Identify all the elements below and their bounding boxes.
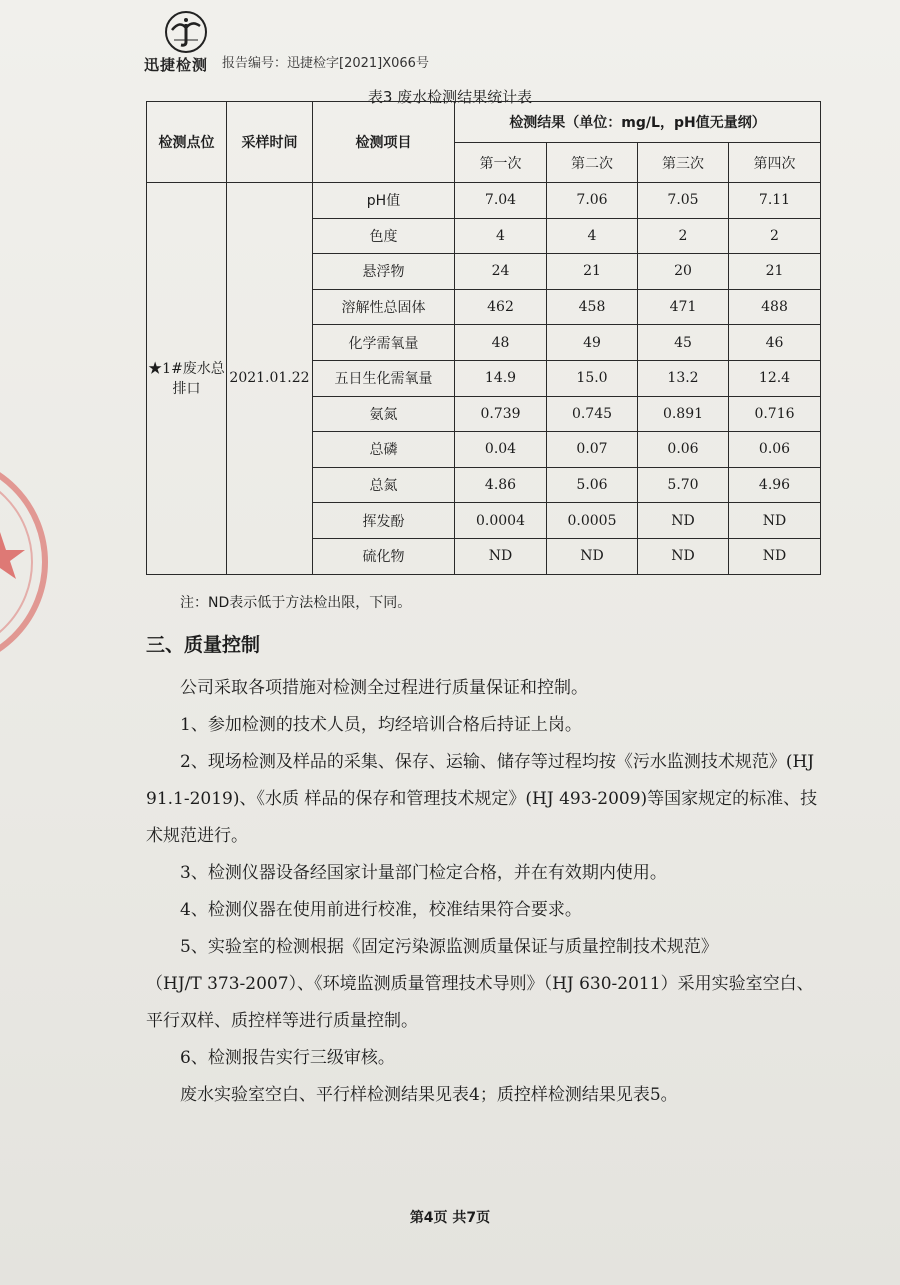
paragraph: 废水实验室空白、平行样检测结果见表4；质控样检测结果见表5。 <box>180 1085 678 1105</box>
header-round: 第三次 <box>638 143 729 183</box>
cell-value: 0.06 <box>638 432 729 468</box>
cell-item: 挥发酚 <box>313 503 455 539</box>
header-round: 第四次 <box>729 143 821 183</box>
paragraph: （HJ/T 373-2007）、《环境监测质量管理技术导则》（HJ 630-2011）采用实验室空白、平行双样、质控样等进行质量控制。 <box>146 974 814 1031</box>
cell-value: 15.0 <box>547 360 638 396</box>
cell-value: 12.4 <box>729 360 821 396</box>
cell-time: 2021.01.22 <box>227 183 313 575</box>
cell-value: 5.70 <box>638 467 729 503</box>
cell-value: 20 <box>638 254 729 290</box>
paragraph: 3、检测仪器设备经国家计量部门检定合格，并在有效期内使用。 <box>180 863 667 883</box>
cell-value: 458 <box>547 289 638 325</box>
header-item: 检测项目 <box>313 102 455 183</box>
cell-value: 2 <box>729 218 821 254</box>
table-note: 注：ND表示低于方法检出限，下同。 <box>180 595 412 611</box>
table-title: 表3 废水检测结果统计表 <box>367 88 533 106</box>
cell-item: 氨氮 <box>313 396 455 432</box>
cell-value: 0.891 <box>638 396 729 432</box>
cell-item: 总氮 <box>313 467 455 503</box>
header-round: 第一次 <box>455 143 547 183</box>
cell-value: 7.05 <box>638 183 729 219</box>
cell-value: 45 <box>638 325 729 361</box>
quality-control-text <box>146 670 826 1114</box>
cell-item: 五日生化需氧量 <box>313 360 455 396</box>
cell-value: 21 <box>547 254 638 290</box>
report-number: 报告编号：迅捷检字[2021]X066号 <box>222 56 429 71</box>
cell-value: ND <box>638 503 729 539</box>
cell-value: 471 <box>638 289 729 325</box>
paragraph: 2、现场检测及样品的采集、保存、运输、储存等过程均按《污水监测技术规范》(HJ 91.1-2019)、《水质 样品的保存和管理技术规定》(HJ 493-2009)等国家规定的标准、技术规范进行。 <box>146 752 818 846</box>
cell-value: 5.06 <box>547 467 638 503</box>
cell-value: ND <box>547 538 638 574</box>
cell-point: ★1#废水总排口 <box>147 183 227 575</box>
cell-value: 462 <box>455 289 547 325</box>
cell-value: 0.07 <box>547 432 638 468</box>
red-stamp-icon <box>0 462 60 662</box>
logo-emblem-icon <box>164 10 208 54</box>
cell-value: 46 <box>729 325 821 361</box>
wastewater-results-table <box>146 101 821 575</box>
cell-item: 总磷 <box>313 432 455 468</box>
cell-value: 13.2 <box>638 360 729 396</box>
paragraph: 6、检测报告实行三级审核。 <box>180 1048 395 1068</box>
cell-item: 硫化物 <box>313 538 455 574</box>
cell-value: 7.11 <box>729 183 821 219</box>
cell-value: 4.96 <box>729 467 821 503</box>
header-round: 第二次 <box>547 143 638 183</box>
header-time: 采样时间 <box>227 102 313 183</box>
cell-value: 21 <box>729 254 821 290</box>
cell-value: 0.739 <box>455 396 547 432</box>
paragraph: 公司采取各项措施对检测全过程进行质量保证和控制。 <box>180 678 588 698</box>
cell-value: 0.0005 <box>547 503 638 539</box>
cell-value: 24 <box>455 254 547 290</box>
cell-value: 49 <box>547 325 638 361</box>
cell-value: 0.0004 <box>455 503 547 539</box>
cell-value: 4 <box>547 218 638 254</box>
cell-value: 7.06 <box>547 183 638 219</box>
cell-item: pH值 <box>313 183 455 219</box>
cell-value: 4 <box>455 218 547 254</box>
cell-value: 14.9 <box>455 360 547 396</box>
cell-value: 0.745 <box>547 396 638 432</box>
header-point: 检测点位 <box>147 102 227 183</box>
cell-value: ND <box>729 538 821 574</box>
cell-item: 溶解性总固体 <box>313 289 455 325</box>
cell-value: ND <box>455 538 547 574</box>
cell-value: ND <box>729 503 821 539</box>
cell-value: 48 <box>455 325 547 361</box>
section-title: 三、质量控制 <box>146 634 261 656</box>
cell-value: 0.04 <box>455 432 547 468</box>
table-row <box>147 183 821 219</box>
paragraph: 1、参加检测的技术人员，均经培训合格后持证上岗。 <box>180 715 582 735</box>
cell-value: 0.06 <box>729 432 821 468</box>
cell-item: 悬浮物 <box>313 254 455 290</box>
paragraph: 4、检测仪器在使用前进行校准，校准结果符合要求。 <box>180 900 582 920</box>
cell-value: 2 <box>638 218 729 254</box>
paragraph: 5、实验室的检测根据《固定污染源监测质量保证与质量控制技术规范》 <box>180 937 718 957</box>
cell-value: 0.716 <box>729 396 821 432</box>
header-result: 检测结果（单位：mg/L，pH值无量纲） <box>455 102 821 143</box>
page-number: 第4页 共7页 <box>409 1210 491 1226</box>
cell-item: 色度 <box>313 218 455 254</box>
cell-value: 488 <box>729 289 821 325</box>
cell-value: 4.86 <box>455 467 547 503</box>
cell-item: 化学需氧量 <box>313 325 455 361</box>
cell-value: ND <box>638 538 729 574</box>
logo-text: 迅捷检测 <box>144 56 209 74</box>
cell-value: 7.04 <box>455 183 547 219</box>
